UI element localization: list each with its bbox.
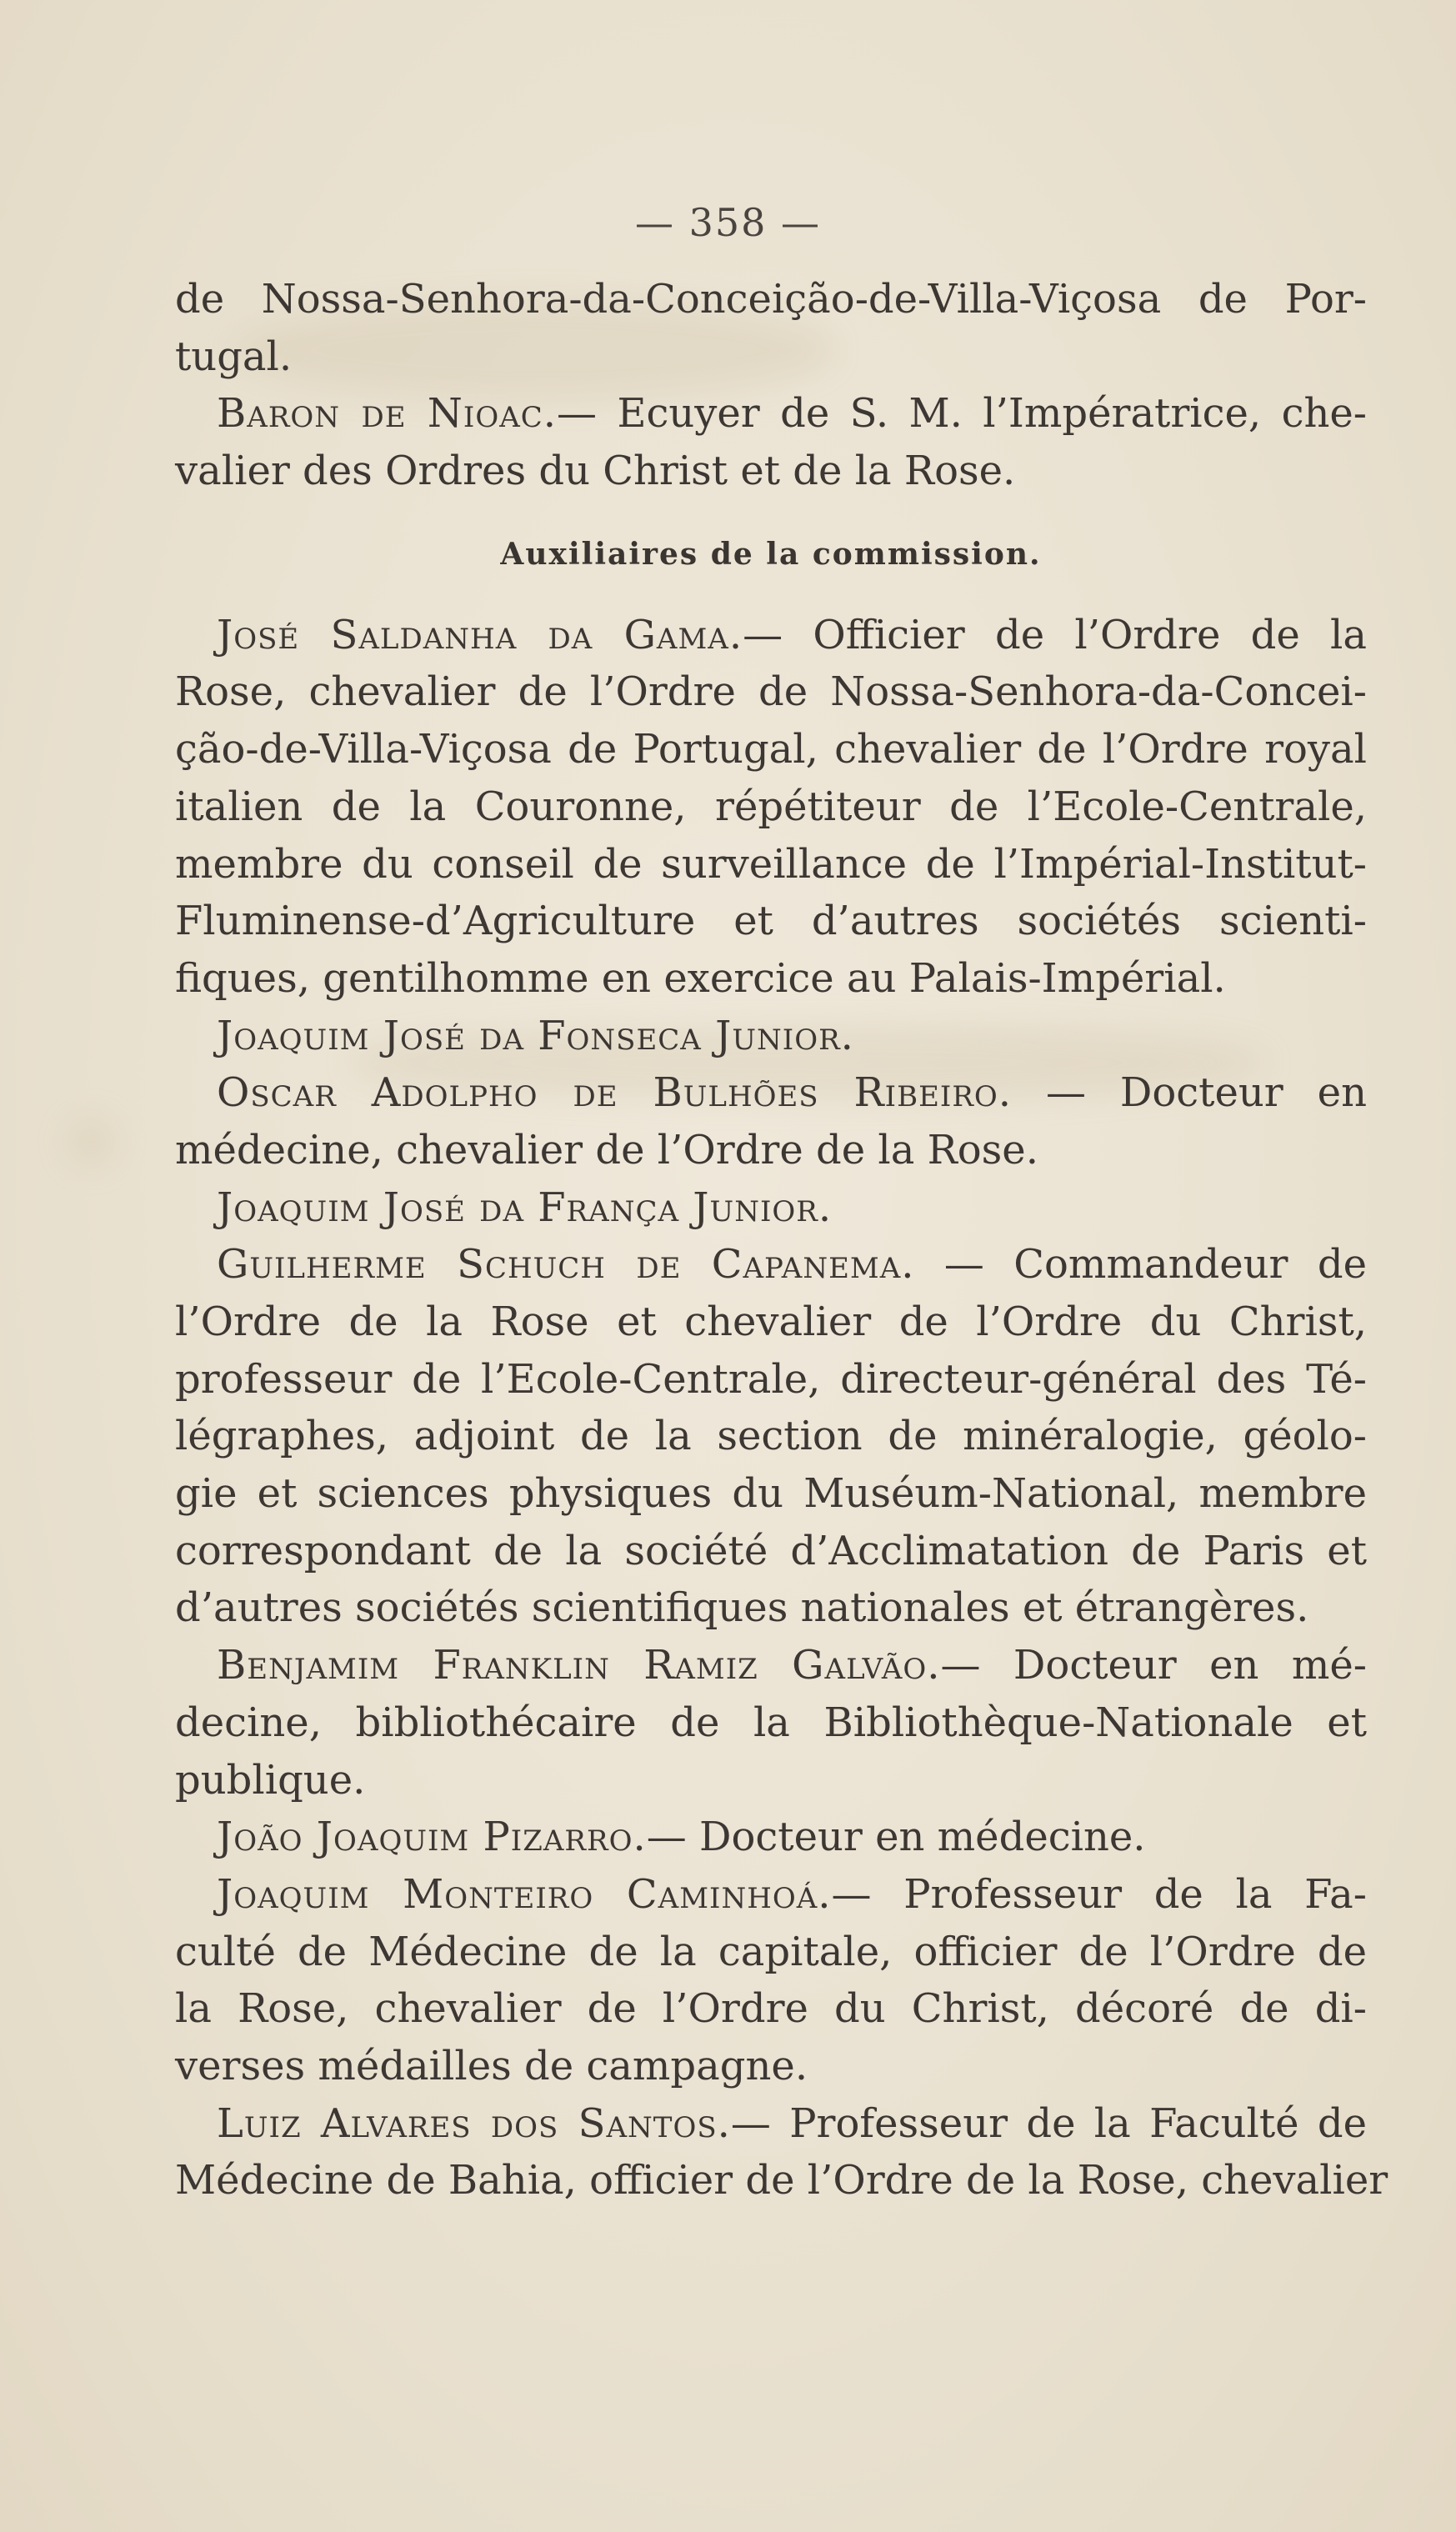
paragraph [175, 2095, 1388, 2209]
text-line [175, 1008, 1367, 1065]
person-name: Luiz Alvares dos Santos. [217, 2099, 731, 2147]
text-line: fiques, gentilhomme en exercice au Palais-Impérial. [175, 954, 1226, 1002]
text-fragment: — Docteur en [1012, 1069, 1367, 1117]
text-line: italien de la Couronne, répétiteur de l’Ecole-Centrale, [175, 783, 1367, 830]
text-line: Rose, chevalier de l’Ordre de Nossa-Senhora-da-Concei- [175, 668, 1367, 716]
text-line: Fluminense-d’Agriculture et d’autres sociétés scienti- [175, 898, 1367, 945]
text-fragment: — Ecuyer de S. M. l’Impératrice, che- [557, 390, 1367, 438]
person-name: Joaquim José da França Junior. [217, 1183, 833, 1231]
text-fragment: — Commandeur de [914, 1241, 1367, 1289]
text-line: culté de Médecine de la capitale, officier de l’Ordre de [175, 1928, 1367, 1975]
text-fragment: — Docteur en médecine. [646, 1814, 1146, 1861]
text-line: publique. [175, 1756, 366, 1804]
person-name: Joaquim Monteiro Caminhoá. [217, 1870, 832, 1918]
text-line: la Rose, chevalier de l’Ordre du Christ, décoré de di- [175, 1985, 1367, 2033]
text-line [175, 1236, 1367, 1294]
person-name: Joaquim José da Fonseca Junior. [217, 1012, 854, 1059]
paragraph [175, 1236, 1367, 1637]
text-line [175, 1637, 1367, 1694]
person-name: José Saldanha da Gama. [217, 611, 743, 658]
text-line: d’autres sociétés scientifiques nationales et étrangères. [175, 1584, 1309, 1632]
text-line: de Nossa-Senhora-da-Conceição-de-Villa-Viçosa de Por- [175, 276, 1367, 323]
paragraph [175, 1179, 1367, 1237]
text-line: professeur de l’Ecole-Centrale, directeur-général des Té- [175, 1355, 1367, 1403]
paragraph [175, 607, 1367, 1008]
paragraph [175, 1008, 1367, 1065]
text-line: légraphes, adjoint de la section de minéralogie, géolo- [175, 1413, 1367, 1460]
text-line [175, 1809, 1367, 1866]
text-line: l’Ordre de la Rose et chevalier de l’Ordre du Christ, [175, 1299, 1367, 1345]
paragraph [175, 385, 1367, 499]
section-title: Auxiliaires de la commission. [500, 536, 1042, 572]
text-line: valier des Ordres du Christ et de la Rose. [175, 448, 1016, 495]
text-line: gie et sciences physiques du Muséum-National, membre [175, 1470, 1367, 1518]
paragraph [175, 1866, 1367, 2095]
text-line: Médecine de Bahia, officier de l’Ordre de la Rose, chevalier [175, 2157, 1388, 2204]
text-line [175, 1179, 1367, 1237]
text-fragment: — Professeur de la Faculté de [730, 2099, 1368, 2147]
text-line: tugal. [175, 333, 293, 380]
person-name: Guilherme Schuch de Capanema. [217, 1241, 915, 1289]
person-name: João Joaquim Pizarro. [217, 1814, 647, 1861]
text-line: decine, bibliothécaire de la Bibliothèque-Nationale et [175, 1699, 1367, 1746]
text-line: correspondant de la société d’Acclimatation de Paris et [175, 1527, 1367, 1574]
paragraph [175, 1064, 1367, 1178]
person-name: Baron de Nioac. [217, 390, 558, 438]
paper-stain [67, 1117, 117, 1167]
text-line: verses médailles de campagne. [175, 2042, 808, 2089]
text-line [175, 2095, 1367, 2153]
text-fragment: — Officier de l’Ordre de la [743, 611, 1367, 658]
text-line: ção-de-Villa-Viçosa de Portugal, chevalier de l’Ordre royal [175, 726, 1367, 773]
page-number: — 358 — [634, 200, 822, 245]
text-fragment: — Professeur de la Fa- [831, 1870, 1367, 1918]
page-body [175, 271, 1388, 2209]
person-name: Benjamim Franklin Ramiz Galvão. [217, 1642, 941, 1689]
paragraph [175, 1637, 1367, 1809]
text-line: membre du conseil de surveillance de l’Impérial-Institut- [175, 840, 1367, 888]
paragraph [175, 1809, 1367, 1866]
person-name: Oscar Adolpho de Bulhões Ribeiro. [217, 1069, 1013, 1117]
text-line: médecine, chevalier de l’Ordre de la Rose. [175, 1126, 1038, 1173]
text-line [175, 1866, 1367, 1924]
paragraph [175, 271, 1367, 385]
text-line [175, 1064, 1367, 1122]
text-fragment: — Docteur en mé- [940, 1642, 1367, 1689]
text-line [175, 607, 1367, 664]
text-line [175, 385, 1367, 443]
